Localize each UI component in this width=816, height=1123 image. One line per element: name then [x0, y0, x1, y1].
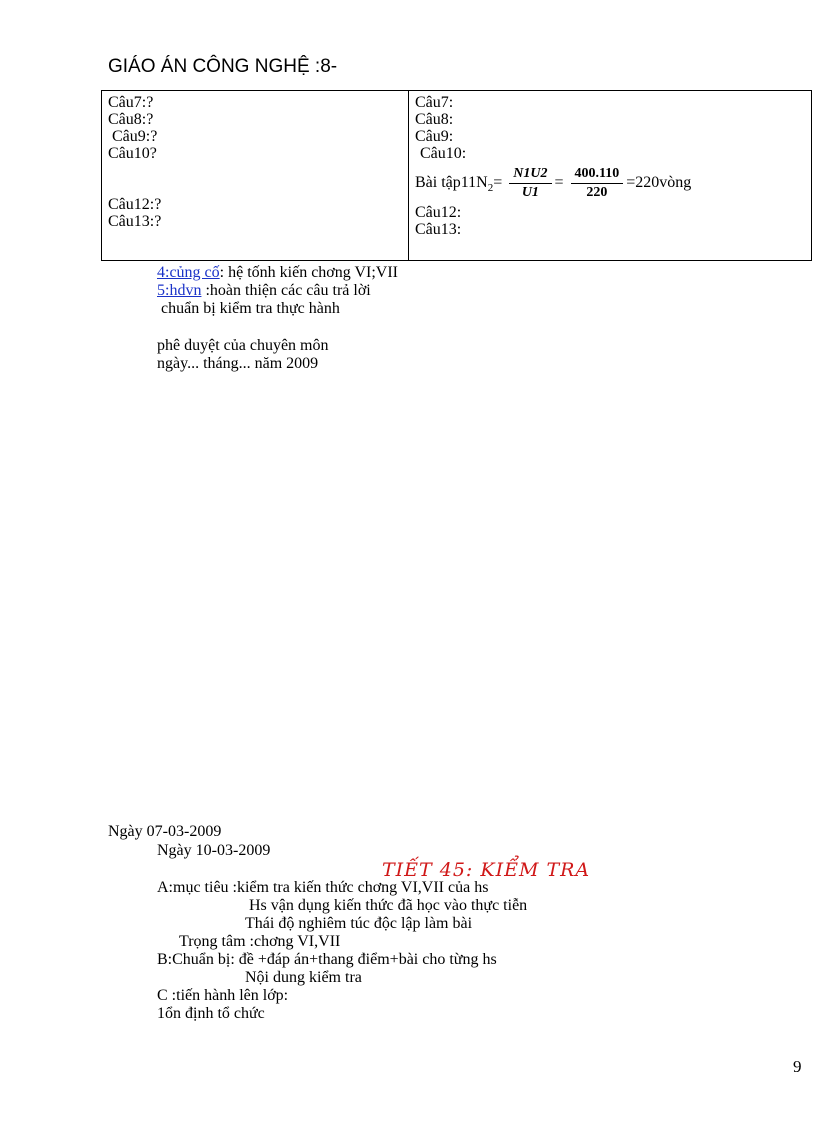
question-answer-table: [101, 90, 812, 261]
plan-a-focus: Trọng tâm :chơng VI,VII: [179, 933, 341, 950]
section-4-text: : hệ tốnh kiến chơng VI;VII: [219, 264, 399, 281]
answer-13: Câu13:: [415, 221, 462, 238]
section-5-line: [157, 282, 371, 299]
answer-10: Câu10:: [420, 145, 467, 162]
fraction-numeric: [571, 165, 624, 202]
plan-a-objective: A:mục tiêu :kiểm tra kiến thức chơng VI,VII của hs: [157, 879, 489, 896]
approval-line-1: phê duyệt của chuyên môn: [157, 337, 329, 354]
answer-8: Câu8:: [415, 111, 454, 128]
date-2: Ngày 10-03-2009: [157, 842, 271, 859]
fraction-denominator: 220: [586, 184, 608, 200]
answer-7: Câu7:: [415, 94, 454, 111]
fraction-denominator: U1: [521, 184, 539, 200]
section-4-line: [157, 264, 398, 281]
section-5-line-2: chuẩn bị kiểm tra thực hành: [161, 300, 340, 317]
equals-sign: =: [493, 174, 503, 191]
formula-result: =220vòng: [626, 174, 692, 191]
approval-line-2: ngày... tháng... năm 2009: [157, 355, 319, 372]
section-4-link[interactable]: 4:củng cố: [157, 264, 220, 281]
page-header-title: GIÁO ÁN CÔNG NGHỆ :8-: [108, 56, 338, 77]
question-11-spacer: [108, 162, 402, 196]
subscript-2: 2: [487, 182, 494, 195]
plan-a-skill: Hs vận dụng kiến thức đã học vào thực tiễn: [249, 897, 528, 914]
answer-12: Câu12:: [415, 204, 462, 221]
section-5-text: :hoàn thiện các câu trả lời: [201, 282, 371, 299]
exercise-label: Bài tập11N: [415, 174, 488, 191]
answers-column: [409, 91, 812, 261]
question-8: Câu8:?: [108, 111, 154, 128]
plan-c-step-1: 1ổn định tổ chức: [157, 1005, 265, 1022]
exercise-11-formula: [415, 162, 805, 204]
fraction-numerator: N1U2: [509, 165, 551, 184]
answer-9: Câu9:: [415, 128, 454, 145]
date-1: Ngày 07-03-2009: [108, 823, 222, 840]
questions-column: [102, 91, 409, 261]
fraction-numerator: 400.110: [571, 165, 624, 184]
section-5-link[interactable]: 5:hdvn: [157, 282, 202, 299]
question-12: Câu12:?: [108, 196, 162, 213]
question-10: Câu10?: [108, 145, 157, 162]
question-9: Câu9:?: [112, 128, 158, 145]
fraction-n1u2-over-u1: [509, 165, 551, 202]
equals-sign: =: [554, 174, 564, 191]
plan-a-attitude: Thái độ nghiêm túc độc lập làm bài: [245, 915, 473, 932]
question-13: Câu13:?: [108, 213, 162, 230]
lesson-title: TIẾT 45: KIỂM TRA: [382, 859, 591, 881]
plan-c-procedure: C :tiến hành lên lớp:: [157, 987, 289, 1004]
plan-b-preparation: B:Chuẩn bị: đề +đáp án+thang điểm+bài cho từng hs: [157, 951, 497, 968]
plan-b-content: Nội dung kiểm tra: [245, 969, 362, 986]
page-number: 9: [793, 1057, 802, 1076]
question-7: Câu7:?: [108, 94, 154, 111]
